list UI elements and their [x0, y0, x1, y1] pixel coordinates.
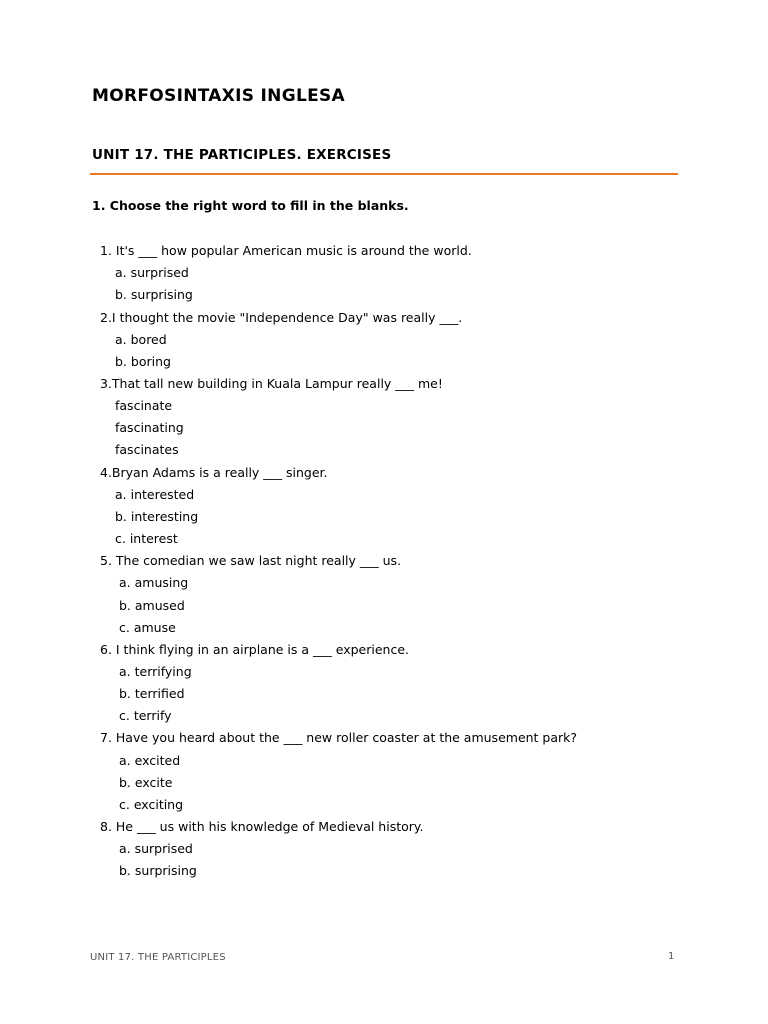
- option-7b: b. excite: [119, 775, 173, 790]
- option-3c: fascinates: [115, 442, 179, 457]
- option-2a: a. bored: [115, 332, 167, 347]
- option-8a: a. surprised: [119, 841, 193, 856]
- option-4c: c. interest: [115, 531, 178, 546]
- option-6b: b. terrified: [119, 686, 185, 701]
- option-1a: a. surprised: [115, 265, 189, 280]
- question-3: 3.That tall new building in Kuala Lampur really ___ me!: [100, 376, 443, 391]
- option-5a: a. amusing: [119, 575, 189, 590]
- option-2b: b. boring: [115, 354, 171, 369]
- option-7c: c. exciting: [119, 797, 184, 812]
- option-1b: b. surprising: [115, 287, 193, 302]
- option-7a: a. excited: [119, 753, 181, 768]
- header-divider: [90, 173, 678, 175]
- question-4: 4.Bryan Adams is a really ___ singer.: [100, 465, 328, 480]
- option-4a: a. interested: [115, 487, 195, 502]
- footer-unit-label: UNIT 17. THE PARTICIPLES: [90, 952, 226, 963]
- option-6c: c. terrify: [119, 708, 172, 723]
- option-6a: a. terrifying: [119, 664, 192, 679]
- question-7: 7. Have you heard about the ___ new roller coaster at the amusement park?: [100, 730, 578, 745]
- question-6: 6. I think flying in an airplane is a ___ experience.: [100, 642, 409, 657]
- document-title: MORFOSINTAXIS INGLESA: [92, 86, 345, 106]
- option-8b: b. surprising: [119, 863, 197, 878]
- option-5c: c. amuse: [119, 620, 176, 635]
- question-5: 5. The comedian we saw last night really ___ us.: [100, 553, 402, 568]
- question-2: 2.I thought the movie "Independence Day" was really ___.: [100, 310, 463, 325]
- option-3a: fascinate: [115, 398, 173, 413]
- exercise-instruction: 1. Choose the right word to fill in the blanks.: [92, 198, 409, 213]
- unit-subtitle: UNIT 17. THE PARTICIPLES. EXERCISES: [92, 147, 392, 163]
- question-8: 8. He ___ us with his knowledge of Medieval history.: [100, 819, 424, 834]
- option-5b: b. amused: [119, 598, 185, 613]
- option-3b: fascinating: [115, 420, 184, 435]
- page-number: 1: [668, 951, 675, 962]
- question-1: 1. It's ___ how popular American music is around the world.: [100, 243, 472, 258]
- option-4b: b. interesting: [115, 509, 199, 524]
